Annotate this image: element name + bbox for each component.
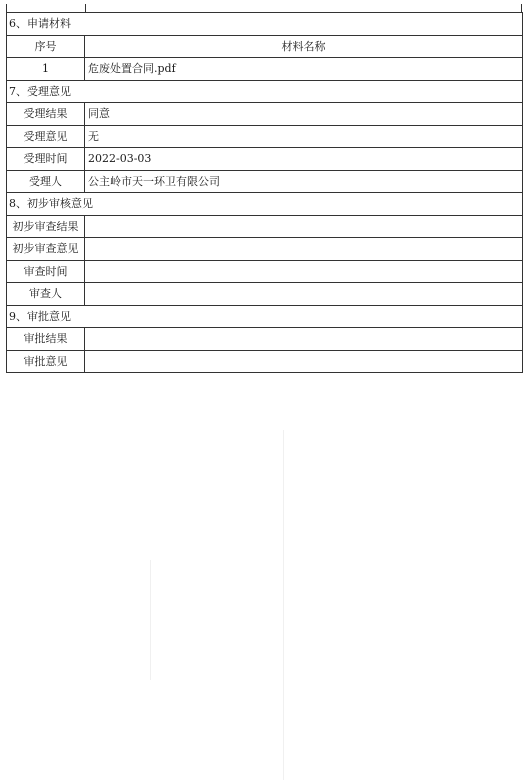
acceptance-person-label: 受理人 <box>7 170 85 193</box>
preliminary-opinion-label: 初步审查意见 <box>7 238 85 261</box>
acceptance-opinion-value: 无 <box>85 125 523 148</box>
materials-col-name-header: 材料名称 <box>85 35 523 58</box>
table-row <box>7 350 523 373</box>
application-form-table <box>6 12 523 373</box>
preliminary-time-label: 审查时间 <box>7 260 85 283</box>
approval-opinion-label: 审批意见 <box>7 350 85 373</box>
table-row <box>7 215 523 238</box>
acceptance-opinion-label: 受理意见 <box>7 125 85 148</box>
section-title-materials: 6、申请材料 <box>7 13 523 36</box>
acceptance-time-value: 2022-03-03 <box>85 148 523 171</box>
acceptance-result-value: 同意 <box>85 103 523 126</box>
table-row <box>7 238 523 261</box>
section-header-materials <box>7 13 523 36</box>
section-title-preliminary: 8、初步审核意见 <box>7 193 523 216</box>
previous-table-remnant <box>6 4 522 12</box>
preliminary-person-value <box>85 283 523 306</box>
preliminary-person-label: 审查人 <box>7 283 85 306</box>
section-header-approval <box>7 305 523 328</box>
document-sheet <box>6 4 522 373</box>
approval-result-value <box>85 328 523 351</box>
acceptance-time-label: 受理时间 <box>7 148 85 171</box>
table-row <box>7 283 523 306</box>
table-row <box>7 103 523 126</box>
materials-header-row <box>7 35 523 58</box>
section-title-acceptance: 7、受理意见 <box>7 80 523 103</box>
preliminary-result-label: 初步审查结果 <box>7 215 85 238</box>
table-row <box>7 148 523 171</box>
acceptance-result-label: 受理结果 <box>7 103 85 126</box>
material-name-link[interactable]: 危废处置合同.pdf <box>85 58 523 81</box>
table-row <box>7 328 523 351</box>
table-row <box>7 58 523 81</box>
table-row <box>7 125 523 148</box>
acceptance-person-value: 公主岭市天一环卫有限公司 <box>85 170 523 193</box>
section-header-acceptance <box>7 80 523 103</box>
preliminary-time-value <box>85 260 523 283</box>
material-no: 1 <box>7 58 85 81</box>
section-header-preliminary <box>7 193 523 216</box>
approval-result-label: 审批结果 <box>7 328 85 351</box>
scan-artifact-line <box>283 430 284 780</box>
approval-opinion-value <box>85 350 523 373</box>
preliminary-result-value <box>85 215 523 238</box>
preliminary-opinion-value <box>85 238 523 261</box>
table-row <box>7 260 523 283</box>
materials-col-no-header: 序号 <box>7 35 85 58</box>
previous-table-column-line <box>85 4 86 12</box>
table-row <box>7 170 523 193</box>
section-title-approval: 9、审批意见 <box>7 305 523 328</box>
scan-artifact-line <box>150 560 151 680</box>
